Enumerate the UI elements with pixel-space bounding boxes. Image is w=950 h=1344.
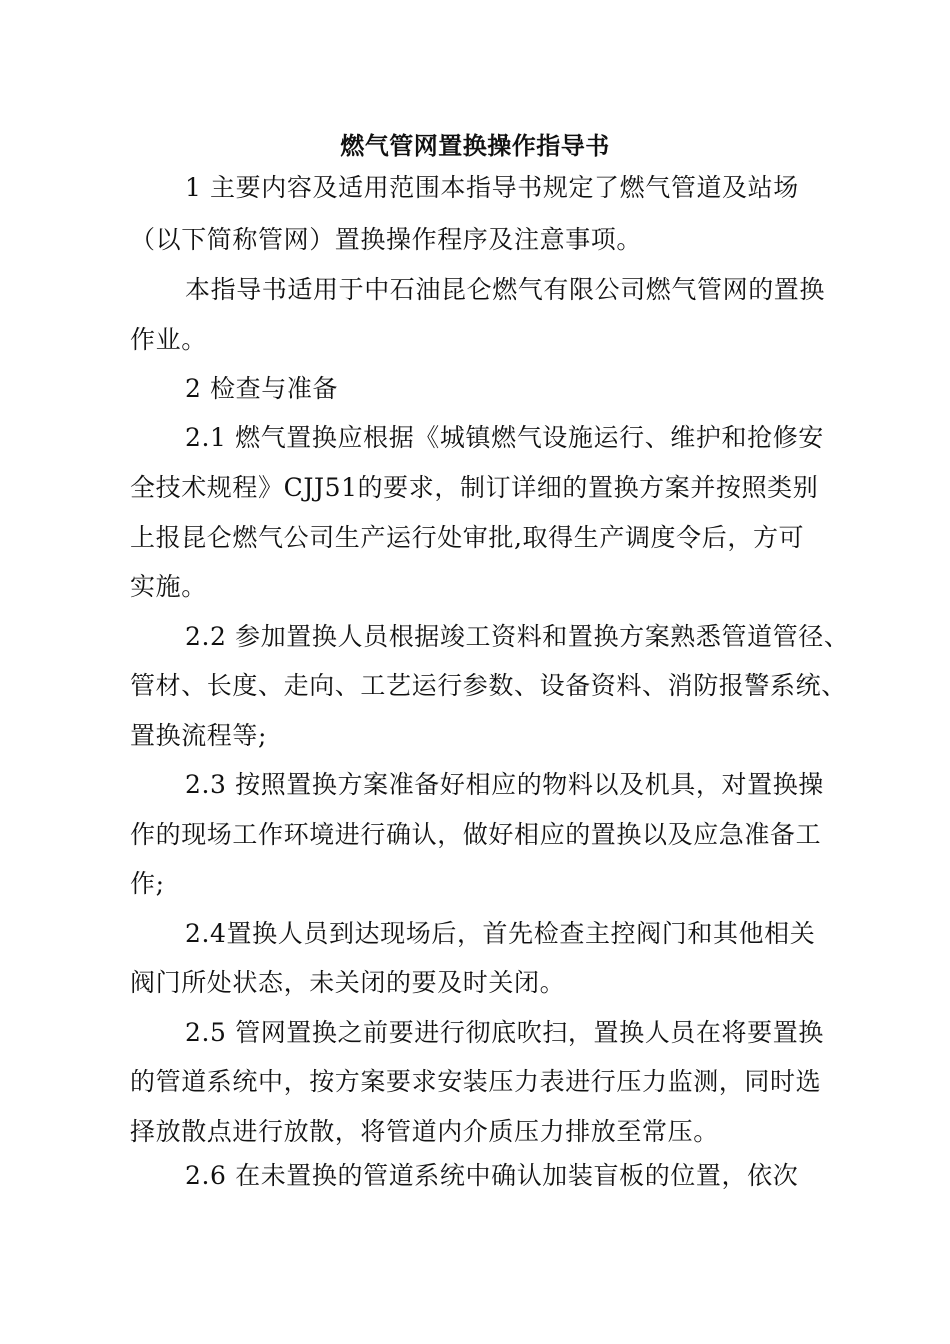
text-line: 全技术规程》CJJ51的要求，制订详细的置换方案并按照类别 [130, 473, 819, 502]
text-line: 1 主要内容及适用范围本指导书规定了燃气管道及站场 [185, 173, 799, 202]
section-heading: 2 检查与准备 [185, 374, 339, 403]
text-line: 作的现场工作环境进行确认，做好相应的置换以及应急准备工 [130, 820, 822, 849]
document-title: 燃气管网置换操作指导书 [340, 132, 610, 160]
text-line: 上报昆仑燃气公司生产运行处审批,取得生产调度令后，方可 [130, 523, 805, 552]
text-line: 作业。 [130, 325, 207, 354]
text-line: 择放散点进行放散，将管道内介质压力排放至常压。 [130, 1117, 719, 1146]
text-line: 2.4置换人员到达现场后，首先检查主控阀门和其他相关 [185, 919, 816, 948]
text-line: 2.1 燃气置换应根据《城镇燃气设施运行、维护和抢修安 [185, 423, 824, 452]
text-line: 管材、长度、走向、工艺运行参数、设备资料、消防报警系统、 [130, 671, 847, 700]
text-line: 作; [130, 869, 165, 898]
text-line: 实施。 [130, 572, 207, 601]
text-line: 2.6 在未置换的管道系统中确认加装盲板的位置，依次 [185, 1161, 799, 1190]
text-line: 2.5 管网置换之前要进行彻底吹扫，置换人员在将要置换 [185, 1018, 824, 1047]
text-line: 置换流程等; [130, 721, 268, 750]
text-line: 阀门所处状态，未关闭的要及时关闭。 [130, 968, 566, 997]
text-line: 2.2 参加置换人员根据竣工资料和置换方案熟悉管道管径、 [185, 622, 850, 651]
text-line: 2.3 按照置换方案准备好相应的物料以及机具，对置换操 [185, 770, 824, 799]
text-line: 的管道系统中，按方案要求安装压力表进行压力监测，同时选 [130, 1067, 822, 1096]
text-line: （以下简称管网）置换操作程序及注意事项。 [130, 225, 643, 254]
text-line: 本指导书适用于中石油昆仑燃气有限公司燃气管网的置换 [185, 275, 826, 304]
